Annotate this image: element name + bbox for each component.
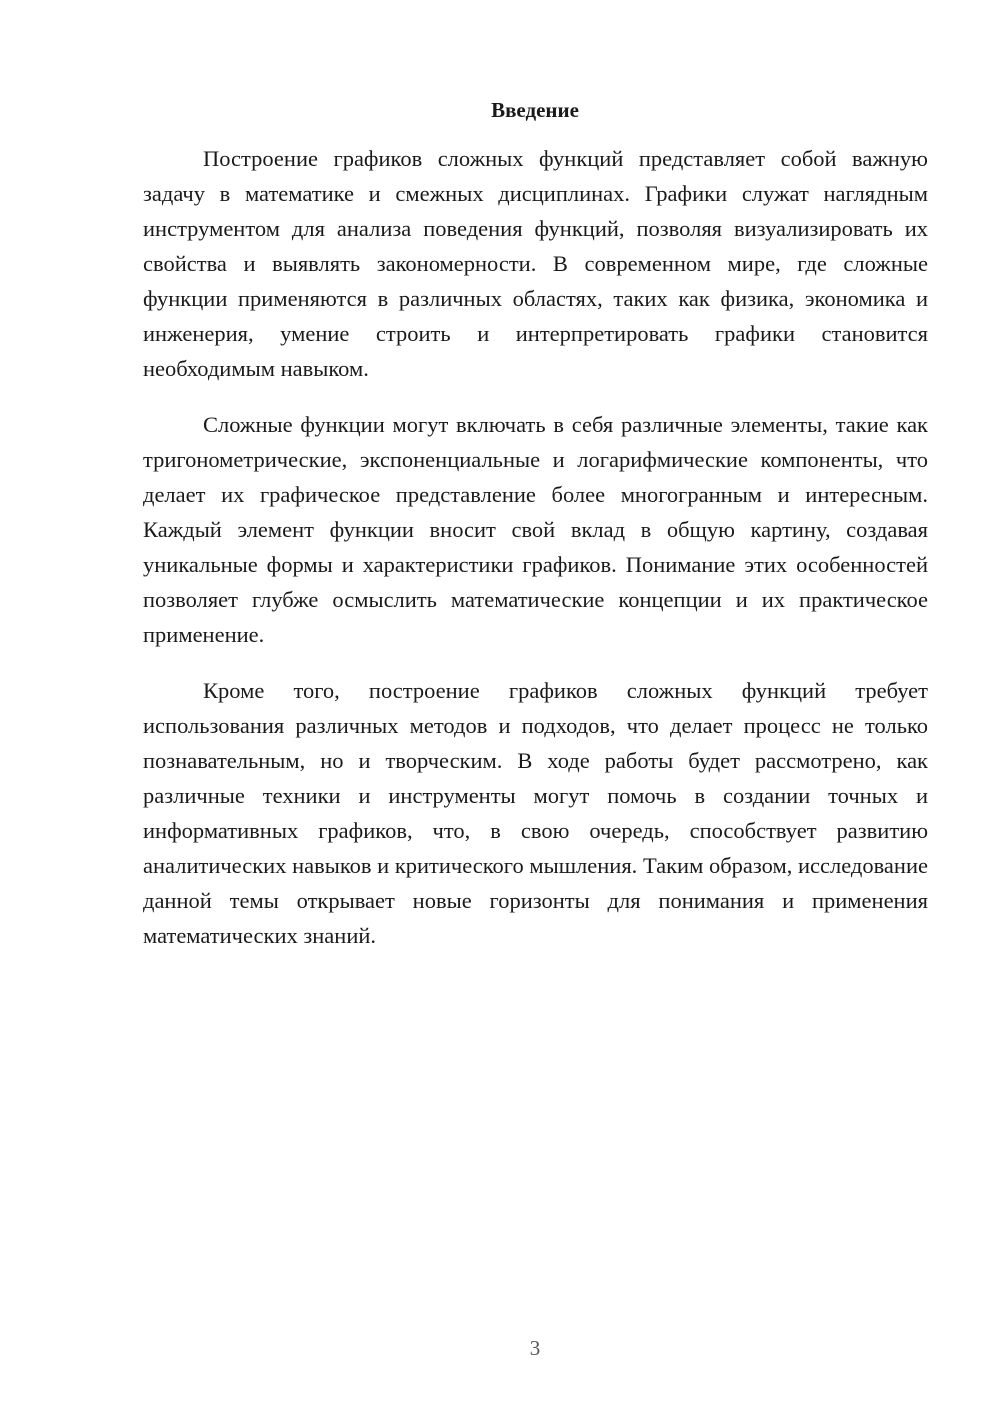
paragraph-2: Сложные функции могут включать в себя различные элементы, такие как тригонометрические, экспоненциальные и логарифмические компоненты, что делает их графическое представление более многогранным и интересным. Каждый элемент функции вносит свой вклад в общую картину, создавая уникальные формы и характеристики графиков. Понимание этих особенностей позволяет глубже осмыслить математические концепции и их практическое применение.	[143, 412, 928, 647]
section-heading: Введение	[491, 98, 579, 122]
page-number: 3	[529, 1336, 541, 1360]
paragraph-1: Построение графиков сложных функций представляет собой важную задачу в математике и смежных дисциплинах. Графики служат наглядным инструментом для анализа поведения функций, позволяя визуализировать их свойства и выявлять закономерности. В современном мире, где сложные функции применяются в различных областях, таких как физика, экономика и инженерия, умение строить и интерпретировать графики становится необходимым навыком.	[143, 146, 928, 381]
paragraph-3: Кроме того, построение графиков сложных функций требует использования различных методов и подходов, что делает процесс не только познавательным, но и творческим. В ходе работы будет рассмотрено, как различные техники и инструменты могут помочь в создании точных и информативных графиков, что, в свою очередь, способствует развитию аналитических навыков и критического мышления. Таким образом, исследование данной темы открывает новые горизонты для понимания и применения математических знаний.	[143, 678, 928, 948]
body-text	[143, 141, 928, 974]
